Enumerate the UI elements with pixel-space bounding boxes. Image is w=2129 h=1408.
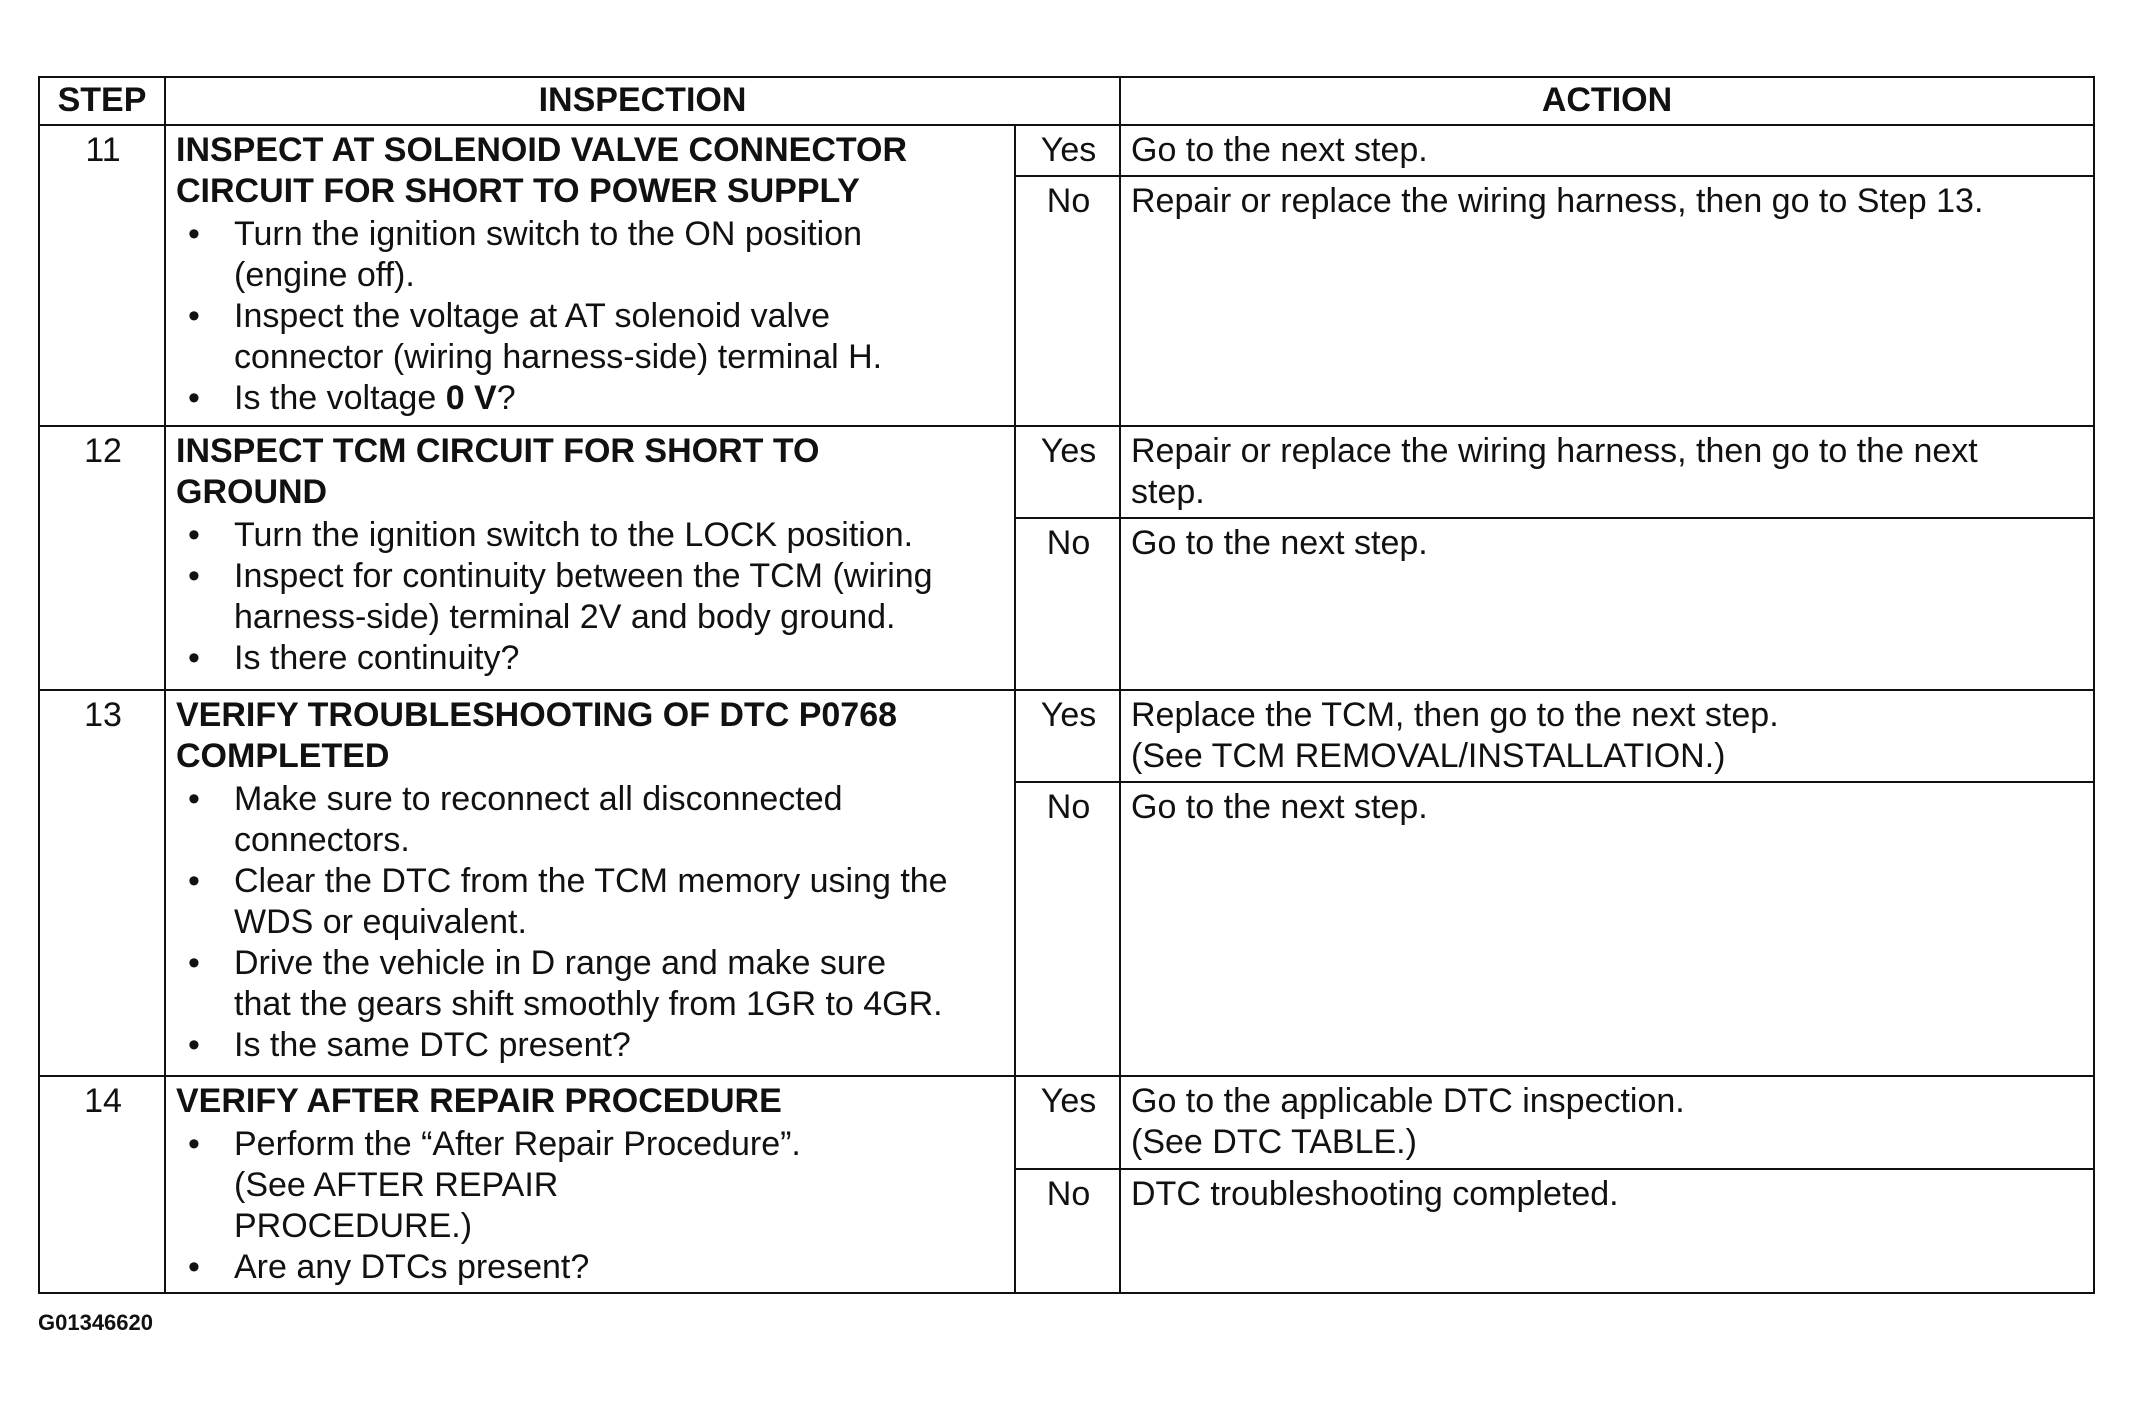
action-text: Replace the TCM, then go to the next step. <box>1131 696 1779 734</box>
table-row <box>39 1076 2094 1169</box>
list-item <box>234 943 1006 1025</box>
list-item <box>234 1124 1006 1247</box>
list-item <box>234 779 1006 861</box>
bullet-text: • Drive the vehicle in D range and make sure <box>234 944 886 982</box>
no-action <box>1120 518 2094 690</box>
no-label: No <box>1015 782 1120 1076</box>
no-action <box>1120 1169 2094 1293</box>
title-line: GROUND <box>176 473 328 511</box>
no-label: No <box>1015 1169 1120 1293</box>
list-item <box>234 214 1006 296</box>
title-line: VERIFY TROUBLESHOOTING OF DTC P0768 <box>176 696 898 734</box>
step-number: 14 <box>39 1076 165 1293</box>
bullet-text: WDS or equivalent. <box>234 903 527 941</box>
no-label: No <box>1015 518 1120 690</box>
title-line: VERIFY AFTER REPAIR PROCEDURE <box>176 1082 782 1120</box>
inspection-cell <box>165 426 1015 690</box>
list-item <box>234 1025 1006 1066</box>
list-item <box>234 296 1006 378</box>
yes-action <box>1120 426 2094 518</box>
list-item <box>234 515 1006 556</box>
action-text: Repair or replace the wiring harness, then go to the next <box>1131 432 1978 470</box>
step-number: 11 <box>39 125 165 426</box>
list-item <box>234 1247 1006 1288</box>
bullet-list <box>176 1124 1006 1288</box>
yes-label: Yes <box>1015 426 1120 518</box>
bullet-list <box>176 515 1006 679</box>
bullet-text: that the gears shift smoothly from 1GR to 4GR. <box>234 985 943 1023</box>
header-inspection: INSPECTION <box>165 77 1120 125</box>
question-value: 0 V <box>445 379 497 417</box>
action-text: Go to the next step. <box>1131 788 1428 826</box>
bullet-text: (See AFTER REPAIR <box>234 1166 559 1204</box>
step-number: 12 <box>39 426 165 690</box>
bullet-text: connectors. <box>234 821 410 859</box>
bullet-list <box>176 779 1006 1066</box>
yes-label: Yes <box>1015 690 1120 782</box>
bullet-text: (engine off). <box>234 256 415 294</box>
figure-id: G01346620 <box>38 1310 153 1335</box>
inspection-title <box>176 695 1006 777</box>
action-text: Go to the next step. <box>1131 524 1428 562</box>
question-text: Is the voltage <box>234 379 446 417</box>
title-line: COMPLETED <box>176 737 390 775</box>
action-text: Go to the next step. <box>1131 131 1428 169</box>
action-text: (See TCM REMOVAL/INSTALLATION.) <box>1131 737 1726 775</box>
inspection-cell <box>165 1076 1015 1293</box>
table-row <box>39 426 2094 518</box>
action-text: (See DTC TABLE.) <box>1131 1123 1417 1161</box>
header-step: STEP <box>39 77 165 125</box>
yes-label: Yes <box>1015 125 1120 176</box>
bullet-text: • Is the same DTC present? <box>234 1026 631 1064</box>
bullet-text: • Make sure to reconnect all disconnected <box>234 780 843 818</box>
bullet-text: • Perform the “After Repair Procedure”. <box>234 1125 801 1163</box>
list-item <box>234 861 1006 943</box>
bullet-text: • Clear the DTC from the TCM memory using the <box>234 862 948 900</box>
header-action: ACTION <box>1120 77 2094 125</box>
action-text: step. <box>1131 473 1205 511</box>
yes-action <box>1120 125 2094 176</box>
list-item <box>234 556 1006 638</box>
bullet-text: harness-side) terminal 2V and body ground. <box>234 598 896 636</box>
bullet-text: connector (wiring harness-side) terminal H. <box>234 338 883 376</box>
bullet-text: • Is there continuity? <box>234 639 520 677</box>
inspection-title <box>176 130 1006 212</box>
yes-action <box>1120 690 2094 782</box>
table-row <box>39 690 2094 782</box>
bullet-text: PROCEDURE.) <box>234 1207 473 1245</box>
yes-label: Yes <box>1015 1076 1120 1169</box>
title-line: INSPECT AT SOLENOID VALVE CONNECTOR <box>176 131 908 169</box>
bullet-text: • Turn the ignition switch to the ON position <box>234 215 863 253</box>
action-text: DTC troubleshooting completed. <box>1131 1175 1619 1214</box>
action-text: Repair or replace the wiring harness, then go to Step 13. <box>1131 182 1984 220</box>
no-label: No <box>1015 176 1120 426</box>
question-mark: ? <box>496 379 516 417</box>
list-item <box>234 638 1006 679</box>
no-action <box>1120 176 2094 426</box>
inspection-cell <box>165 125 1015 426</box>
inspection-title <box>176 431 1006 513</box>
inspection-cell <box>165 690 1015 1076</box>
bullet-text: • Inspect for continuity between the TCM (wiring <box>234 557 933 595</box>
header-row <box>39 77 2094 125</box>
title-line: INSPECT TCM CIRCUIT FOR SHORT TO <box>176 432 820 470</box>
list-item <box>234 378 1006 419</box>
bullet-text: • Are any DTCs present? <box>234 1248 590 1286</box>
procedure-table <box>38 76 2095 1294</box>
no-action <box>1120 782 2094 1076</box>
title-line: CIRCUIT FOR SHORT TO POWER SUPPLY <box>176 172 860 210</box>
bullet-text: • Inspect the voltage at AT solenoid valve <box>234 297 831 335</box>
inspection-title <box>176 1081 1006 1122</box>
bullet-list <box>176 214 1006 419</box>
yes-action <box>1120 1076 2094 1169</box>
action-text: Go to the applicable DTC inspection. <box>1131 1082 1685 1120</box>
step-number: 13 <box>39 690 165 1076</box>
table-row <box>39 125 2094 176</box>
bullet-text: • Turn the ignition switch to the LOCK position. <box>234 516 914 554</box>
